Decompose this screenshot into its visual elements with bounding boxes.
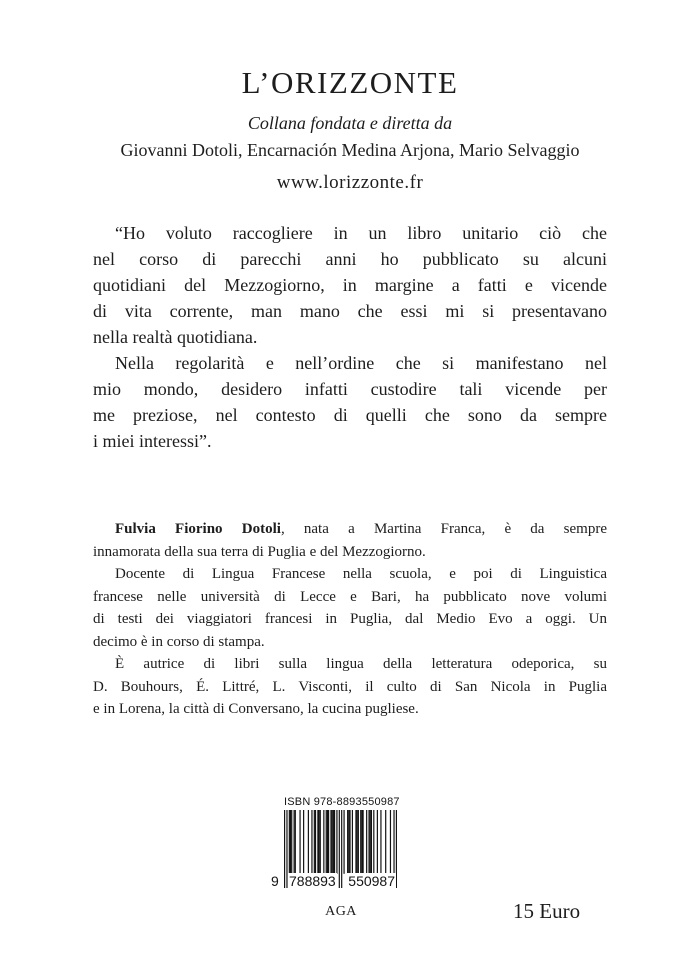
quote-line: “Ho voluto raccogliere in un libro unitario ciò che (115, 223, 607, 243)
bio-line: e in Lorena, la città di Conversano, la cucina pugliese. (93, 701, 419, 717)
barcode-block (270, 796, 412, 889)
ean-lead-digit: 9 (271, 873, 279, 889)
bio-line: È autrice di libri sulla lingua della letteratura odeporica, su (115, 656, 607, 672)
quote-line: Nella regolarità e nell’ordine che si manifestano nel (115, 353, 607, 373)
series-subtitle: Collana fondata e diretta da (247, 113, 453, 133)
ean-group-1: 788893 (289, 873, 336, 889)
bio-line: decimo è in corso di stampa. (93, 633, 265, 650)
quote-line: nella realtà quotidiana. (93, 327, 258, 347)
series-directors: Giovanni Dotoli, Encarnación Medina Arjona, Mario Selvaggio (120, 140, 580, 160)
publisher-label: AGA (325, 904, 357, 919)
quote-line: quotidiani del Mezzogiorno, in margine a fatti e vicende (93, 275, 607, 295)
price-label: 15 Euro (513, 899, 581, 923)
quote-line: i miei interessi”. (93, 431, 212, 451)
bio-line: Docente di Lingua Francese nella scuola, e poi di Linguistica (115, 566, 607, 582)
quote-block (93, 220, 607, 454)
quote-line: nel corso di parecchi anni ho pubblicato su alcuni (93, 249, 607, 269)
bio-line-text: , nata a Martina Franca, è da sempre (280, 521, 607, 537)
bio-line (93, 518, 607, 541)
bio-line: di testi dei viaggiatori francesi in Puglia, dal Medio Evo a oggi. Un (93, 611, 607, 627)
quote-line: mio mondo, desidero infatti custodire tali vicende per (93, 379, 607, 399)
author-bio (93, 518, 607, 721)
ean-digits (271, 873, 397, 889)
author-name: Fulvia Fiorino Dotoli (115, 521, 281, 537)
bio-line: D. Bouhours, É. Littré, L. Visconti, il culto di San Nicola in Puglia (93, 678, 607, 695)
series-website: www.lorizzonte.fr (276, 172, 424, 193)
quote-line: me preziose, nel contesto di quelli che sono da sempre (93, 405, 607, 425)
barcode-inner (271, 796, 400, 889)
ean-group-2: 550987 (348, 873, 395, 889)
bio-line: innamorata della sua terra di Puglia e del Mezzogiorno. (93, 543, 426, 560)
isbn-label: ISBN 978-8893550987 (284, 796, 400, 808)
series-title: L’ORIZZONTE (241, 65, 459, 100)
quote-line: di vita corrente, man mano che essi mi si presentavano (93, 301, 607, 321)
header (0, 66, 700, 194)
bio-line: francese nelle università di Lecce e Bari, ha pubblicato nove volumi (93, 588, 607, 605)
